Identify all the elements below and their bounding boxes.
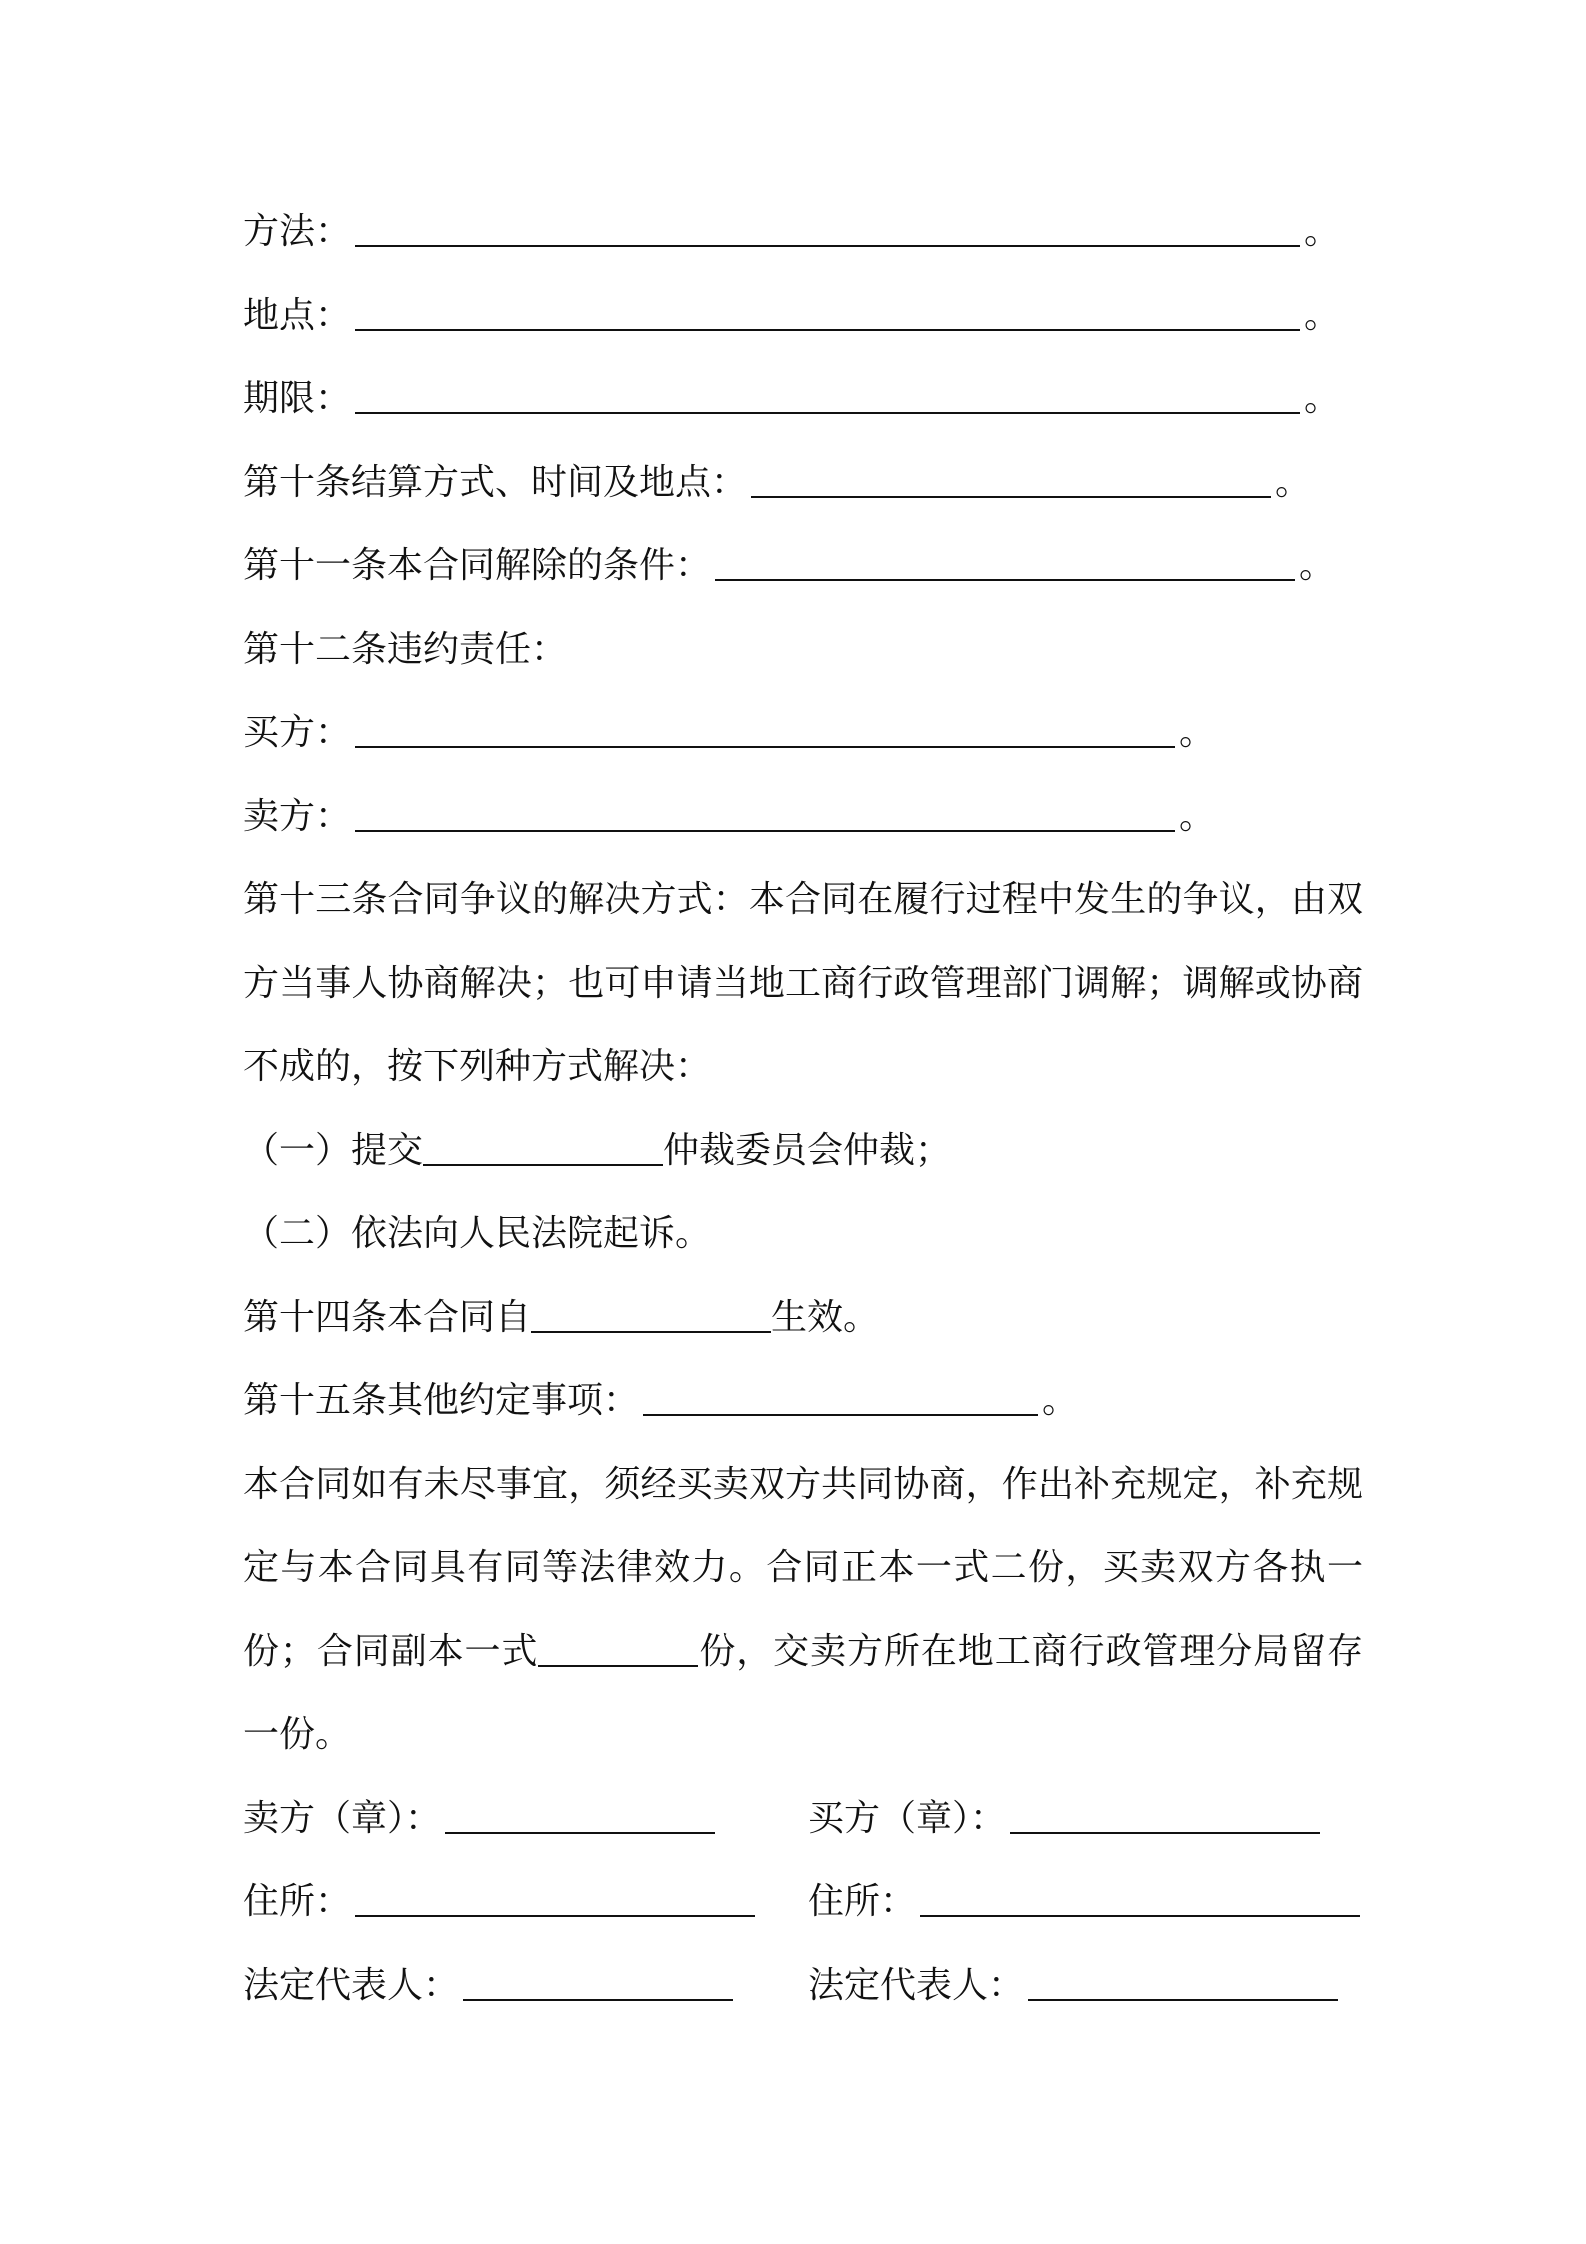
seller-liability-end: 。 — [1179, 795, 1216, 837]
article-10-line — [243, 441, 1363, 525]
buyer-seal-blank — [1010, 1804, 1320, 1834]
article-15-end: 。 — [1042, 1380, 1079, 1421]
article-13-option-1 — [243, 1109, 1363, 1193]
article-14-line — [243, 1276, 1363, 1360]
period-end: 。 — [1304, 378, 1341, 419]
signature-row-seal — [243, 1777, 1363, 1861]
article-11-label: 第十一条本合同解除的条件： — [243, 545, 712, 586]
seller-liability-line — [243, 775, 1363, 859]
article-14-blank — [531, 1303, 771, 1333]
place-blank — [355, 301, 1300, 331]
method-line — [243, 190, 1363, 274]
buyer-address-blank — [920, 1887, 1360, 1917]
seller-rep-label: 法定代表人： — [243, 1964, 460, 2006]
article-10-end: 。 — [1275, 461, 1312, 503]
article-14-suffix: 生效。 — [771, 1296, 880, 1338]
period-blank — [355, 384, 1300, 414]
seller-seal-blank — [445, 1804, 715, 1834]
article-13-option-2 — [243, 1192, 1363, 1276]
buyer-rep-blank — [1028, 1971, 1338, 2001]
seller-liability-blank — [355, 802, 1175, 832]
copies-blank — [538, 1637, 698, 1667]
option-2-text: （二）依法向人民法院起诉。 — [243, 1213, 712, 1254]
seller-liability-label: 卖方： — [243, 795, 352, 837]
period-label: 期限： — [243, 378, 352, 419]
closing-text-2: 份，交卖方所在地工商行政管理分局留存一份。 — [243, 1630, 1363, 1755]
buyer-rep-label: 法定代表人： — [808, 1964, 1025, 2006]
seller-address-blank — [355, 1887, 755, 1917]
buyer-liability-blank — [355, 718, 1175, 748]
method-end: 。 — [1304, 211, 1341, 252]
article-10-blank — [751, 468, 1271, 498]
buyer-seal-label: 买方（章）： — [808, 1797, 1007, 1839]
signature-row-representative — [243, 1944, 1363, 2028]
buyer-address-label: 住所： — [808, 1881, 917, 1922]
option-1-suffix: 仲裁委员会仲裁； — [663, 1129, 952, 1171]
seller-address-field — [243, 1860, 759, 1944]
closing-text-1: 本合同如有未尽事宜，须经买卖双方共同协商，作出补充规定，补充规定与本合同具有同等法律效力。合同正本一式二份，买卖双方各执一份；合同副本一式 — [243, 1463, 1363, 1672]
article-11-blank — [715, 551, 1295, 581]
article-12-line — [243, 608, 1363, 692]
article-11-line — [243, 524, 1363, 608]
signature-row-address — [243, 1860, 1363, 1944]
method-label: 方法： — [243, 211, 352, 252]
buyer-liability-line — [243, 691, 1363, 775]
option-1-prefix: （一）提交 — [243, 1129, 424, 1171]
article-15-line — [243, 1359, 1363, 1443]
seller-rep-blank — [463, 1971, 733, 2001]
buyer-seal-field — [808, 1777, 1324, 1861]
article-12-label: 第十二条违约责任： — [243, 628, 568, 670]
seller-seal-field — [243, 1777, 719, 1861]
buyer-liability-end: 。 — [1179, 712, 1216, 753]
period-line — [243, 357, 1363, 441]
buyer-address-field — [808, 1860, 1364, 1944]
place-line — [243, 274, 1363, 358]
article-14-prefix: 第十四条本合同自 — [243, 1296, 532, 1338]
buyer-rep-field — [808, 1944, 1342, 2028]
contract-body — [243, 190, 1363, 2027]
buyer-liability-label: 买方： — [243, 712, 352, 753]
closing-paragraph — [243, 1443, 1363, 1777]
place-end: 。 — [1304, 294, 1341, 336]
method-blank — [355, 217, 1300, 247]
option-1-blank — [423, 1136, 663, 1166]
article-10-label: 第十条结算方式、时间及地点： — [243, 461, 748, 503]
article-15-blank — [643, 1386, 1038, 1416]
article-13-text: 第十三条合同争议的解决方式：本合同在履行过程中发生的争议，由双方当事人协商解决；也可申请当地工商行政管理部门调解；调解或协商不成的，按下列种方式解决： — [243, 879, 1363, 1087]
article-15-label: 第十五条其他约定事项： — [243, 1380, 640, 1421]
article-11-end: 。 — [1299, 545, 1336, 586]
seller-rep-field — [243, 1944, 737, 2028]
seller-seal-label: 卖方（章）： — [243, 1797, 442, 1839]
seller-address-label: 住所： — [243, 1881, 352, 1922]
place-label: 地点： — [243, 294, 352, 336]
